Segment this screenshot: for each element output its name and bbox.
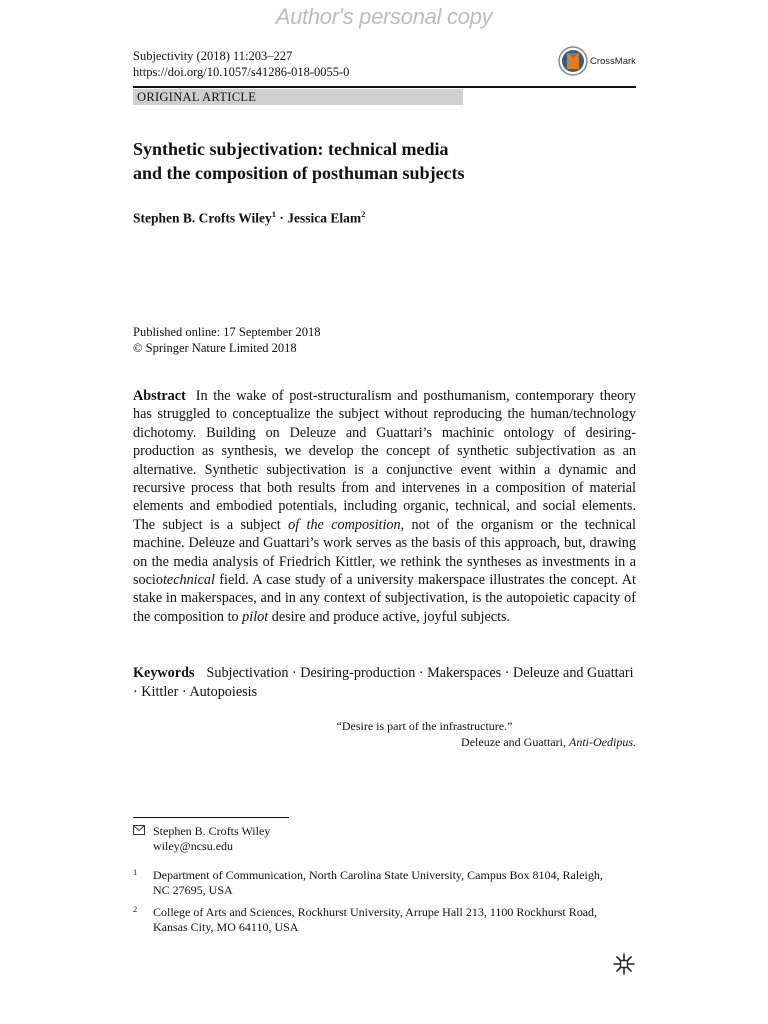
author-name[interactable]: Stephen B. Crofts Wiley bbox=[133, 210, 272, 226]
abstract-emphasis: of the composition, bbox=[288, 516, 405, 533]
affiliation-number: 2 bbox=[133, 904, 138, 914]
affiliation bbox=[133, 905, 636, 935]
footnote-rule bbox=[133, 817, 289, 818]
springer-horse-icon bbox=[612, 952, 636, 976]
affiliation-line: Department of Communication, North Carolina State University, Campus Box 8104, Raleigh, bbox=[153, 868, 603, 882]
epigraph-work: Anti-Oedipus. bbox=[569, 735, 636, 749]
keywords-label: Keywords bbox=[133, 665, 195, 681]
abstract-emphasis: pilot bbox=[242, 608, 269, 625]
contact-email[interactable]: wiley@ncsu.edu bbox=[153, 839, 234, 853]
article-type-band: ORIGINAL ARTICLE bbox=[133, 89, 463, 105]
envelope-icon bbox=[133, 825, 145, 835]
author-affiliation-mark: 1 bbox=[271, 209, 277, 219]
copyright: © Springer Nature Limited 2018 bbox=[133, 341, 297, 355]
affiliation-line: NC 27695, USA bbox=[153, 883, 233, 897]
epigraph-source bbox=[133, 734, 636, 750]
article-title bbox=[133, 137, 636, 185]
abstract-text: not of the organism or the technical machine. Deleuze and Guattari’s work serves as the basis of this approach, but, drawing on the media analysis of Friedrich Kittler, we rethink the syntheses as investments in a socio bbox=[133, 516, 636, 589]
abstract bbox=[133, 387, 636, 626]
contact-name: Stephen B. Crofts Wiley bbox=[153, 824, 271, 838]
affiliation-line: College of Arts and Sciences, Rockhurst University, Arrupe Hall 213, 1100 Rockhurst Road, bbox=[153, 905, 598, 919]
publication-info bbox=[133, 324, 320, 356]
abstract-text: desire and produce active, joyful subjects. bbox=[268, 608, 511, 625]
author-affiliation-mark: 2 bbox=[361, 209, 366, 219]
published-date: Published online: 17 September 2018 bbox=[133, 325, 321, 339]
affiliation-number: 1 bbox=[133, 867, 138, 877]
epigraph-quote: “Desire is part of the infrastructure.” bbox=[336, 719, 513, 733]
journal-citation: Subjectivity (2018) 11:203–227 bbox=[133, 49, 293, 63]
affiliation-line: Kansas City, MO 64110, USA bbox=[153, 920, 299, 934]
author-name[interactable]: Jessica Elam bbox=[287, 210, 362, 226]
title-line-2: and the composition of posthuman subjects bbox=[133, 163, 465, 183]
crossmark-icon bbox=[558, 46, 588, 76]
abstract-text: In the wake of post-structuralism and posthumanism, contemporary theory has struggled to conceptualize the subject without reproducing the human/technology dichotomy. Building on Deleuze and Guattari’s machinic ontology of desiring-production as synthesis, we develop the concept of synthetic subjectivation as an alternative. Synthetic subjectivation is a conjunctive event within a dynamic and recursive process that both results from and intervenes in a composition of material elements and embodied potentials, including organic, technical, and social elements. The subject is a subject bbox=[133, 388, 636, 533]
journal-doi-link[interactable]: https://doi.org/10.1057/s41286-018-0055-0 bbox=[133, 65, 350, 79]
keywords-list: Subjectivation · Desiring-production · Makerspaces · Deleuze and Guattari · Kittler · Autopoiesis bbox=[133, 665, 634, 700]
epigraph-author: Deleuze and Guattari, bbox=[461, 735, 569, 749]
crossmark-label: CrossMark bbox=[590, 55, 636, 67]
watermark: Author's personal copy bbox=[275, 4, 493, 29]
author-list bbox=[133, 209, 365, 227]
author-separator: · bbox=[276, 210, 288, 226]
abstract-text: field. A case study of a university makerspace illustrates the concept. At stake in makerspaces, and in any context of subjectivation, is the autopoietic capacity of the composition to bbox=[133, 572, 636, 625]
header-rule bbox=[133, 86, 636, 88]
corresponding-author bbox=[133, 824, 270, 854]
affiliation bbox=[133, 868, 636, 898]
abstract-label: Abstract bbox=[133, 388, 186, 404]
title-line-1: Synthetic subjectivation: technical media bbox=[133, 139, 449, 159]
abstract-emphasis: technical bbox=[162, 572, 215, 589]
epigraph bbox=[133, 718, 636, 750]
journal-info bbox=[133, 48, 349, 80]
crossmark-badge[interactable] bbox=[558, 44, 640, 78]
keywords bbox=[133, 664, 636, 702]
